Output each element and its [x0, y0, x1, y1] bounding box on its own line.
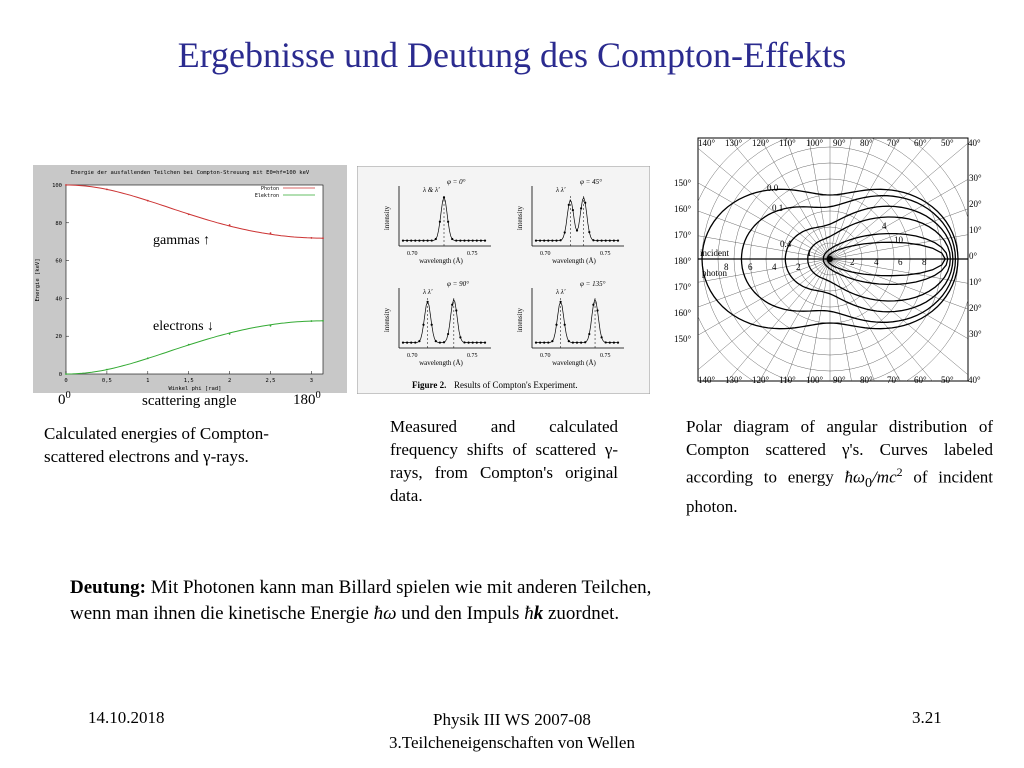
- data-point-photon: [229, 224, 231, 226]
- panel-data-point: [418, 240, 420, 242]
- data-point-elektron: [270, 325, 272, 327]
- bottom-angle-label: 80°: [860, 375, 873, 385]
- legend-electron: Elektron: [254, 193, 279, 199]
- panel-data-point: [431, 324, 433, 326]
- left-angle-label: 180°: [674, 256, 692, 266]
- x-tick-label: 0,5: [101, 378, 112, 384]
- top-angle-label: 100°: [806, 138, 824, 148]
- y-tick-label: 40: [55, 296, 62, 303]
- panel-data-point: [468, 341, 470, 343]
- panel-data-point: [584, 341, 586, 343]
- panel-data-point: [609, 240, 611, 242]
- panel-ylabel: intensity: [516, 307, 524, 333]
- bottom-angle-label: 140°: [698, 375, 716, 385]
- panel-peaks-label: λ & λ′: [423, 186, 440, 194]
- panel-phi-label: φ = 90°: [447, 280, 469, 288]
- panel-data-point: [568, 204, 570, 206]
- panel-data-point: [439, 221, 441, 223]
- panel-data-point: [484, 240, 486, 242]
- panel-data-point: [543, 341, 545, 343]
- curve-label: 0.4: [780, 239, 792, 249]
- top-angle-label: 140°: [698, 138, 716, 148]
- panel-data-point: [605, 240, 607, 242]
- data-point-photon: [322, 237, 324, 239]
- panel-data-point: [539, 342, 541, 344]
- bottom-angle-label: 120°: [752, 375, 770, 385]
- axis-number: 2: [850, 257, 855, 267]
- data-point-elektron: [322, 320, 324, 322]
- panel-data-point: [455, 309, 457, 311]
- panel-data-point: [422, 324, 424, 326]
- panel-data-point: [406, 240, 408, 242]
- panel-data-point: [439, 341, 441, 343]
- bottom-angle-label: 40°: [968, 375, 981, 385]
- panel-data-point: [484, 342, 486, 344]
- y-tick-label: 60: [55, 258, 62, 265]
- y-tick-label: 20: [55, 334, 62, 341]
- panel-data-point: [588, 231, 590, 233]
- axis-number: 6: [898, 257, 903, 267]
- panel-data-point: [592, 304, 594, 306]
- curve-label: 1: [807, 248, 812, 258]
- panel-data-point: [447, 333, 449, 335]
- axis-number: 4: [874, 257, 879, 267]
- panel-xtick: 0.70: [407, 251, 418, 257]
- panel-data-point: [547, 240, 549, 242]
- panel-data-point: [572, 209, 574, 211]
- panel-data-point: [476, 342, 478, 344]
- data-point-elektron: [106, 369, 108, 371]
- panel-data-point: [609, 341, 611, 343]
- caption-energies-line2: scattered electrons and γ-rays.: [44, 447, 249, 466]
- incident-label: incident: [700, 248, 729, 258]
- panel-data-point: [564, 324, 566, 326]
- x-tick-label: 2,5: [265, 378, 276, 384]
- panel-data-point: [431, 239, 433, 241]
- panel-data-point: [613, 342, 615, 344]
- x-tick-label: 1: [146, 378, 150, 384]
- data-point-photon: [270, 232, 272, 234]
- photon-label: photon: [702, 268, 728, 278]
- x-tick-label: 2: [227, 378, 232, 384]
- panel-data-point: [576, 229, 578, 231]
- axis-number: 6: [748, 262, 753, 272]
- energy-chart: [33, 165, 347, 393]
- panel-phi-label: φ = 0°: [447, 178, 466, 186]
- left-angle-label: 170°: [674, 282, 692, 292]
- panel-data-point: [472, 240, 474, 242]
- left-angle-label: 150°: [674, 334, 692, 344]
- panel-data-point: [605, 341, 607, 343]
- panel-data-point: [588, 333, 590, 335]
- panel-data-point: [468, 240, 470, 242]
- axis-number: 8: [922, 257, 927, 267]
- plot-area: [66, 185, 323, 374]
- panel-data-point: [596, 239, 598, 241]
- panel-data-point: [455, 239, 457, 241]
- left-angle-label: 160°: [674, 308, 692, 318]
- figure-frame: [357, 166, 650, 394]
- panel-data-point: [410, 240, 412, 242]
- panel-data-point: [422, 240, 424, 242]
- panel-data-point: [414, 240, 416, 242]
- panel-data-point: [535, 240, 537, 242]
- footer-course-line1: Physik III WS 2007-08: [433, 710, 591, 729]
- data-point-photon: [311, 237, 313, 239]
- bottom-angle-label: 130°: [725, 375, 743, 385]
- panel-xtick: 0.75: [467, 353, 478, 359]
- footer-course: [0, 708, 1024, 754]
- right-angle-label: 0°: [969, 251, 978, 261]
- bottom-angle-label: 100°: [806, 375, 824, 385]
- panel-xtick: 0.75: [600, 251, 611, 257]
- x-axis-label: Winkel phi [rad]: [168, 386, 222, 392]
- top-angle-label: 60°: [914, 138, 927, 148]
- panel-data-point: [410, 341, 412, 343]
- top-angle-label: 80°: [860, 138, 873, 148]
- panel-xlabel: wavelength (Å): [552, 359, 596, 367]
- caption-frequency-shifts: Measured and calculated frequency shifts of scattered γ-rays, from Compton's original data.: [390, 417, 618, 505]
- x-tick-label: 1,5: [183, 378, 194, 384]
- compton-experiment-figure: [357, 166, 650, 394]
- panel-xlabel: wavelength (Å): [419, 257, 463, 265]
- data-point-elektron: [311, 320, 313, 322]
- data-point-elektron: [188, 344, 190, 346]
- panel-data-point: [596, 309, 598, 311]
- panel-xlabel: wavelength (Å): [419, 359, 463, 367]
- x-tick-label: 0: [64, 378, 68, 384]
- panel-peaks-label: λ λ′: [423, 288, 433, 296]
- panel-data-point: [435, 340, 437, 342]
- panel-data-point: [418, 340, 420, 342]
- panel-phi-label: φ = 45°: [580, 178, 602, 186]
- scattering-center: [827, 256, 833, 262]
- data-point-elektron: [147, 357, 149, 359]
- right-angle-label: 20°: [969, 199, 982, 209]
- panel-data-point: [427, 239, 429, 241]
- panel-data-point: [459, 239, 461, 241]
- panel-data-point: [580, 207, 582, 209]
- panel-data-point: [617, 342, 619, 344]
- bottom-angle-label: 70°: [887, 375, 900, 385]
- right-angle-label: 20°: [969, 303, 982, 313]
- footer-course-line2: 3.Teilcheneigenschaften von Wellen: [389, 733, 635, 752]
- bottom-angle-label: 90°: [833, 375, 846, 385]
- x-tick-label: 3: [309, 378, 314, 384]
- panel-data-point: [547, 341, 549, 343]
- y-axis-label: Energie [keV]: [35, 258, 41, 302]
- top-angle-label: 130°: [725, 138, 743, 148]
- panel-data-point: [402, 342, 404, 344]
- panel-data-point: [551, 340, 553, 342]
- curve-label: 4: [882, 221, 887, 231]
- panel-data-point: [555, 239, 557, 241]
- top-angle-label: 40°: [968, 138, 981, 148]
- panel-phi-label: φ = 135°: [580, 280, 606, 288]
- panel-data-point: [601, 240, 603, 242]
- caption-energies-line1: Calculated energies of Compton-: [44, 424, 269, 443]
- panel-data-point: [406, 342, 408, 344]
- top-angle-label: 110°: [779, 138, 796, 148]
- axis-number: 2: [796, 262, 801, 272]
- panel-data-point: [584, 202, 586, 204]
- right-angle-label: 10°: [969, 225, 982, 235]
- deutung-text: Deutung: Mit Photonen kann man Billard spielen wie mit anderen Teilchen, wenn man ihnen die kinetische Energie ħω und den Impuls ħk zuordnet.: [70, 577, 652, 624]
- right-angle-label: 30°: [969, 173, 982, 183]
- data-point-photon: [65, 184, 67, 186]
- panel-data-point: [472, 342, 474, 344]
- panel-xtick: 0.70: [407, 353, 418, 359]
- panel-data-point: [560, 239, 562, 241]
- top-angle-label: 90°: [833, 138, 846, 148]
- data-point-photon: [147, 200, 149, 202]
- left-angle-label: 160°: [674, 204, 692, 214]
- panel-data-point: [601, 336, 603, 338]
- top-angle-label: 70°: [887, 138, 900, 148]
- panel-data-point: [463, 240, 465, 242]
- slide-title: Ergebnisse und Deutung des Compton-Effekts: [177, 35, 847, 75]
- panel-data-point: [555, 324, 557, 326]
- footer-page-number: 3.21: [912, 708, 942, 727]
- panel-data-point: [463, 341, 465, 343]
- panel-ylabel: intensity: [383, 205, 391, 231]
- data-point-photon: [188, 213, 190, 215]
- panel-data-point: [551, 240, 553, 242]
- panel-data-point: [459, 336, 461, 338]
- panel-data-point: [580, 341, 582, 343]
- data-point-photon: [106, 188, 108, 190]
- panel-data-point: [447, 221, 449, 223]
- panel-data-point: [443, 341, 445, 343]
- figure-caption-bold: Figure 2.: [412, 380, 447, 390]
- panel-ylabel: intensity: [383, 307, 391, 333]
- panel-data-point: [613, 240, 615, 242]
- panel-data-point: [617, 240, 619, 242]
- panel-data-point: [564, 231, 566, 233]
- top-angle-label: 120°: [752, 138, 770, 148]
- panel-data-point: [480, 342, 482, 344]
- figure-caption-text: Results of Compton's Experiment.: [454, 380, 578, 390]
- legend-photon: Photon: [260, 186, 279, 192]
- axis-start-label: $0^0$: [58, 390, 71, 408]
- right-angle-label: 30°: [969, 329, 982, 339]
- panel-data-point: [414, 341, 416, 343]
- panel-data-point: [572, 341, 574, 343]
- panel-data-point: [543, 240, 545, 242]
- panel-xtick: 0.75: [600, 353, 611, 359]
- left-angle-label: 150°: [674, 178, 692, 188]
- top-angle-label: 50°: [941, 138, 954, 148]
- curve-label: 0.1: [772, 203, 784, 213]
- axis-number: 8: [724, 262, 729, 272]
- caption-polar-diagram: Polar diagram of angular distribution of Compton scattered γ's. Curves labeled according to energy $ħ\omega_0/mc^2$ of incident photon.: [686, 417, 993, 517]
- panel-peaks-label: λ λ′: [556, 288, 566, 296]
- panel-data-point: [476, 240, 478, 242]
- panel-data-point: [451, 238, 453, 240]
- y-tick-label: 80: [55, 220, 62, 227]
- chart-title: Energie der ausfallenden Teilchen bei Compton-Streuung mit E0=hf=100 keV: [70, 170, 310, 176]
- bottom-angle-label: 60°: [914, 375, 927, 385]
- panel-data-point: [539, 240, 541, 242]
- electrons-label: electrons ↓: [153, 319, 215, 334]
- panel-ylabel: intensity: [516, 205, 524, 231]
- right-angle-label: 10°: [969, 277, 982, 287]
- panel-xlabel: wavelength (Å): [552, 257, 596, 265]
- bottom-angle-label: 50°: [941, 375, 954, 385]
- panel-xtick: 0.75: [467, 251, 478, 257]
- curve-label: 10: [894, 235, 903, 245]
- y-tick-label: 100: [52, 183, 62, 189]
- panel-data-point: [435, 238, 437, 240]
- panel-data-point: [568, 340, 570, 342]
- panel-peaks-label: λ λ′: [556, 186, 566, 194]
- curve-label: 0.0: [767, 183, 779, 193]
- caption-energies: [44, 422, 314, 468]
- panel-data-point: [535, 342, 537, 344]
- bottom-angle-label: 110°: [779, 375, 796, 385]
- deutung-label: Deutung:: [70, 577, 147, 598]
- panel-xtick: 0.70: [540, 353, 551, 359]
- panel-data-point: [480, 240, 482, 242]
- axis-end-label: $180^0$: [293, 390, 321, 408]
- data-point-elektron: [65, 373, 67, 375]
- footer-date: 14.10.2018: [88, 708, 165, 727]
- panel-data-point: [451, 304, 453, 306]
- data-point-elektron: [229, 333, 231, 335]
- panel-xtick: 0.70: [540, 251, 551, 257]
- polar-diagram: [672, 126, 990, 392]
- gammas-label: gammas ↑: [153, 233, 211, 248]
- panel-data-point: [576, 341, 578, 343]
- left-angle-label: 170°: [674, 230, 692, 240]
- panel-data-point: [402, 240, 404, 242]
- panel-data-point: [592, 239, 594, 241]
- y-tick-label: 0: [58, 372, 62, 378]
- scattering-angle-label: scattering angle: [142, 393, 237, 409]
- axis-number: 4: [772, 262, 777, 272]
